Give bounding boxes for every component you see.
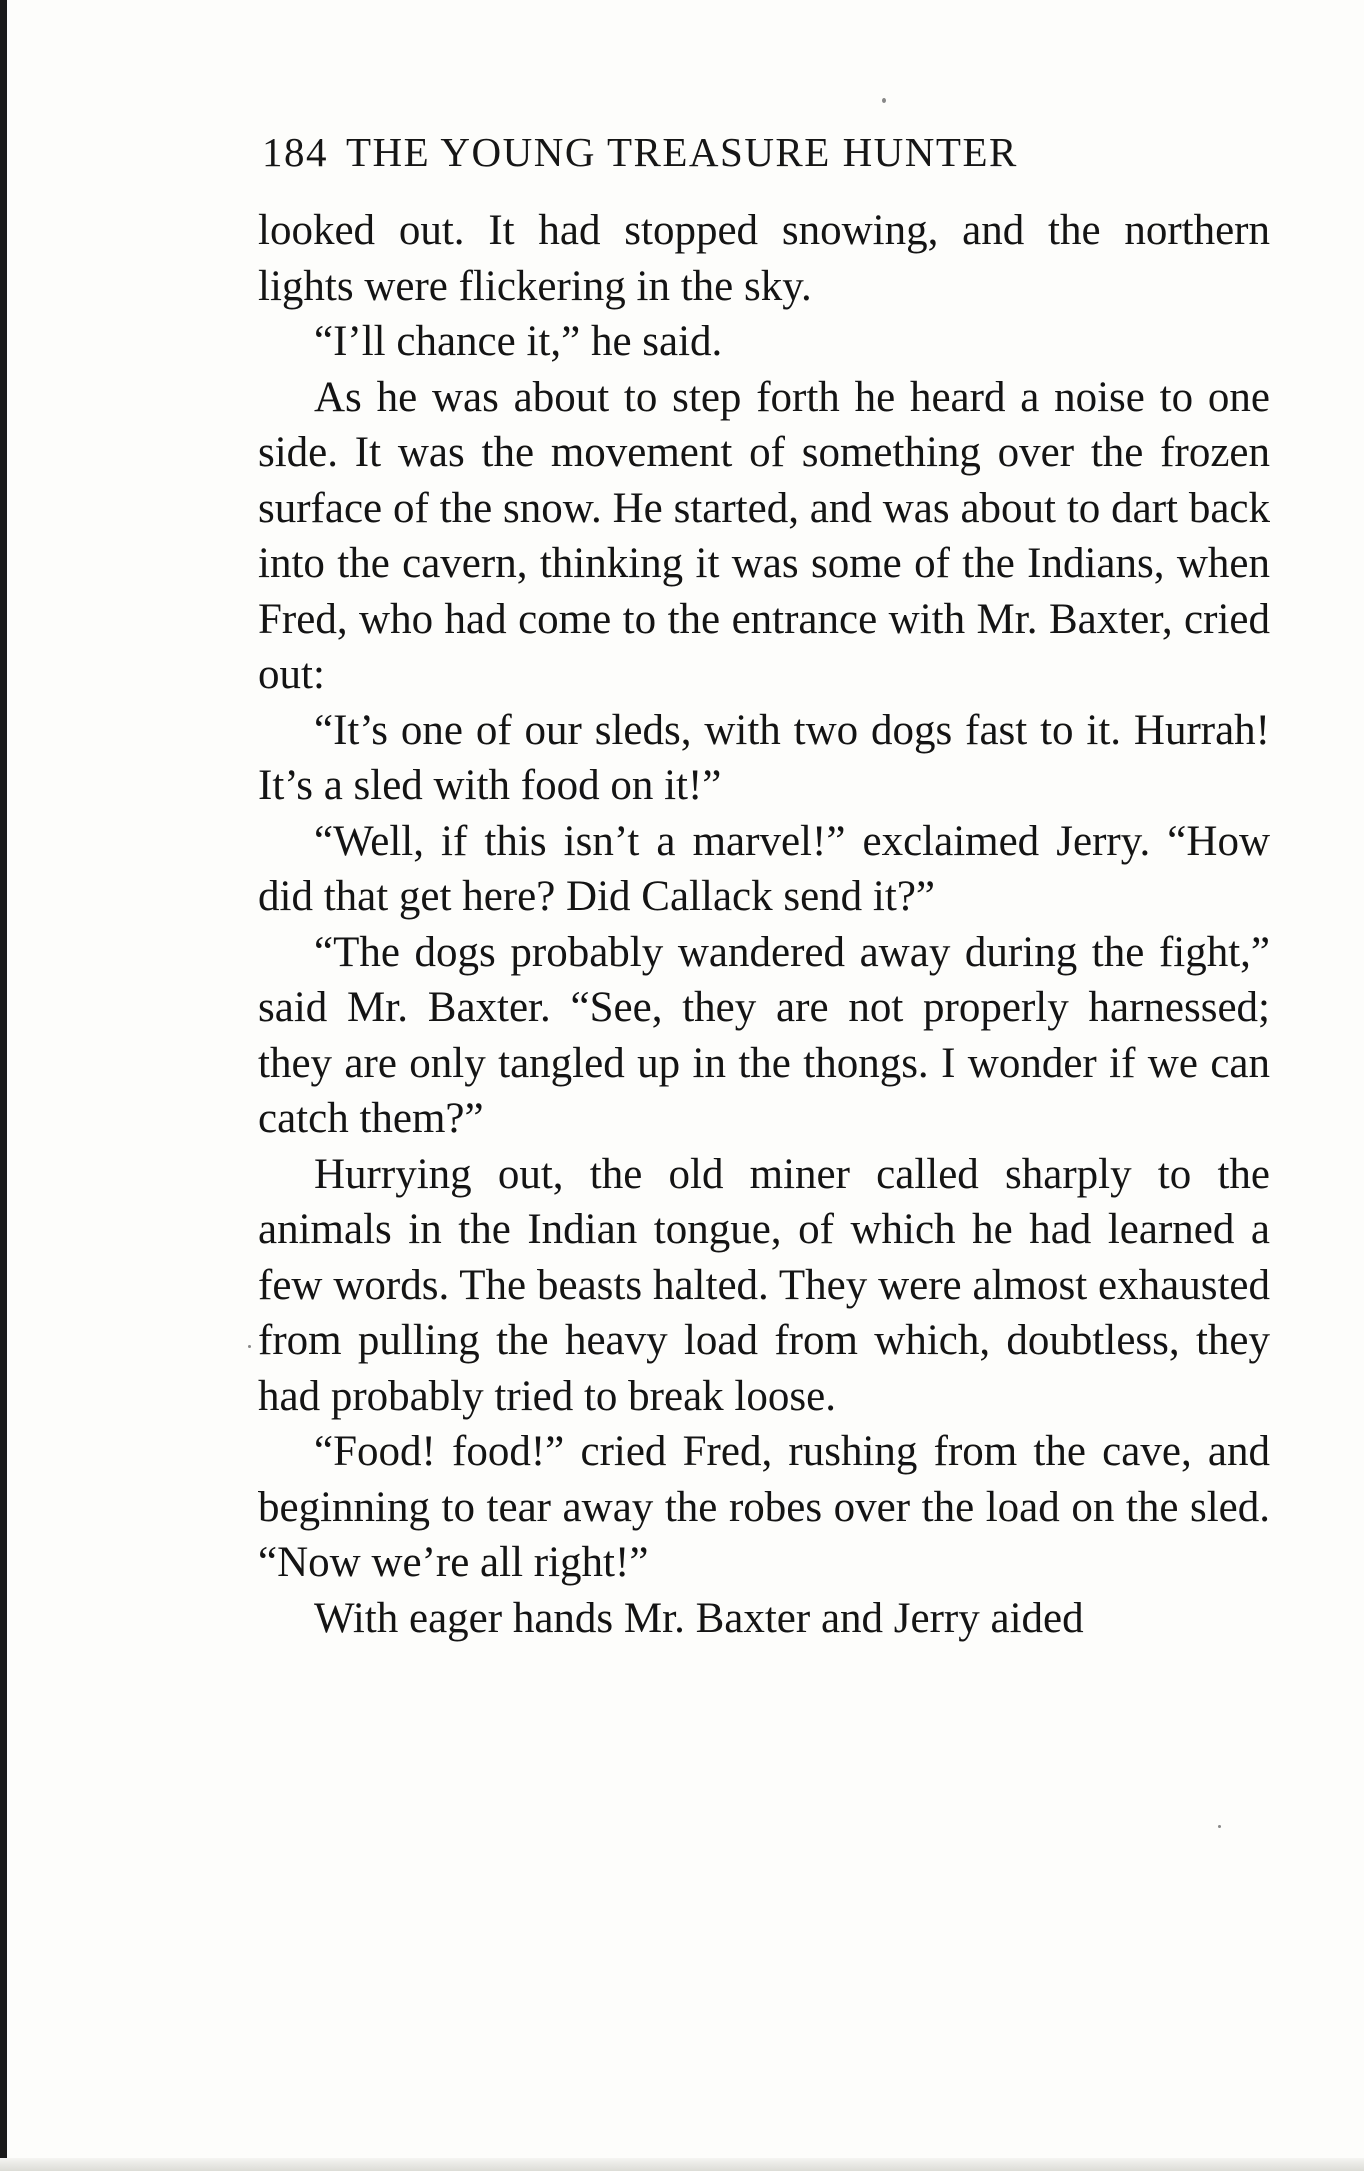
paragraph: As he was about to step forth he heard a noise to one side. It was the movement of something over the frozen surface of the snow. He started, and was about to dart back into the cavern, thinking it was some of the Indians, when Fred, who had come to the entrance with Mr. Baxter, cried out: [258, 373, 1270, 698]
paragraph: “Well, if this isn’t a marvel!” exclaimed Jerry. “How did that get here? Did Callack send it?” [258, 817, 1270, 920]
print-speck [248, 1345, 251, 1348]
paragraph: “Food! food!” cried Fred, rushing from the cave, and beginning to tear away the robes over the load on the sled. “Now we’re all right!” [258, 1428, 1270, 1586]
page-left-edge [0, 0, 7, 2171]
page-bottom-edge [0, 2158, 1364, 2171]
body-text [258, 203, 1270, 1646]
paragraph-continued: looked out. It had stopped snowing, and the northern lights were flickering in the sky. [258, 207, 1270, 310]
paragraph: “I’ll chance it,” he said. [314, 318, 723, 365]
paragraph: Hurrying out, the old miner called sharply to the animals in the Indian tongue, of which he had learned a few words. The beasts halted. They were almost exhausted from pulling the heavy load from which, doubtless, they had probably tried to break loose. [258, 1150, 1270, 1420]
running-header [262, 128, 1272, 176]
paragraph: “It’s one of our sleds, with two dogs fast to it. Hurrah! It’s a sled with food on it!” [258, 706, 1270, 809]
page-number: 184 [262, 129, 328, 175]
print-speck [1218, 1825, 1221, 1828]
paragraph: With eager hands Mr. Baxter and Jerry aided [314, 1594, 1084, 1642]
paragraph: “The dogs probably wandered away during the fight,” said Mr. Baxter. “See, they are not properly harnessed; they are only tangled up in the thongs. I wonder if we can catch them?” [258, 928, 1270, 1142]
print-speck [882, 98, 886, 103]
running-title: THE YOUNG TREASURE HUNTER [346, 129, 1018, 175]
